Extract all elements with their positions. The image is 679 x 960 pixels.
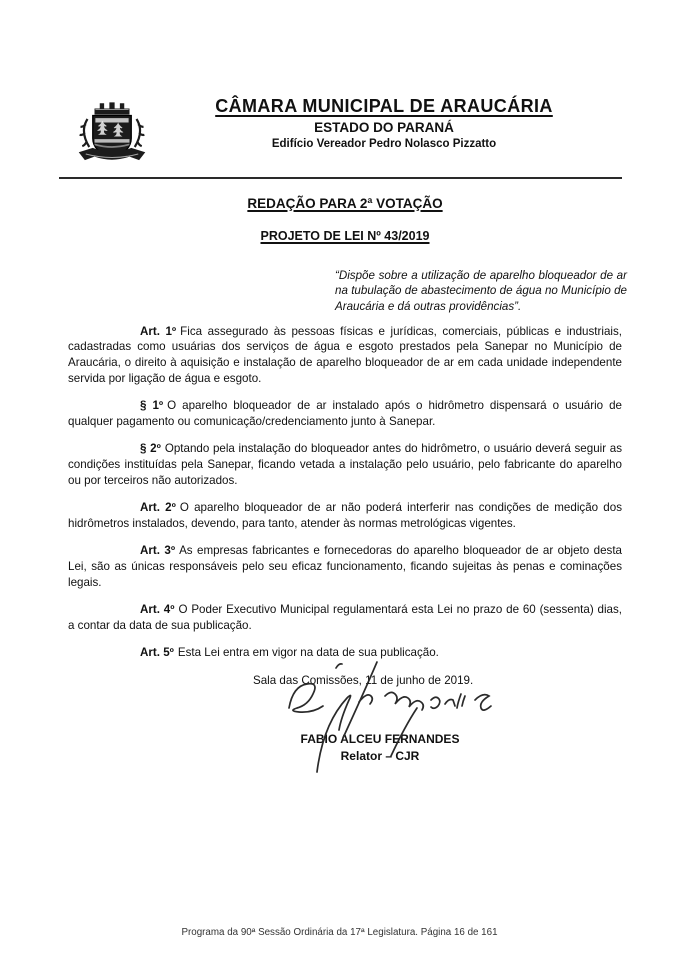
doc-heading-projeto: PROJETO DE LEI Nº 43/2019 — [260, 228, 430, 243]
article-paragraph — [68, 441, 622, 488]
article-label: Art. 2º — [140, 501, 176, 515]
header-divider — [59, 177, 622, 179]
doc-heading-votacao: REDAÇÃO PARA 2ª VOTAÇÃO — [247, 196, 443, 211]
article-label: Art. 3º — [140, 544, 176, 558]
article-label: § 1º — [140, 399, 164, 413]
article-text: O aparelho bloqueador de ar instalado após o hidrômetro dispensará o usuário de qualquer pagamento ou comunicação/credenciamento junto à Sanepar. — [68, 399, 622, 428]
org-subtitle: ESTADO DO PARANÁ — [314, 120, 454, 135]
article-text: O Poder Executivo Municipal regulamentará esta Lei no prazo de 60 (sessenta) dias, a contar da data de sua publicação. — [68, 603, 623, 632]
article-paragraph — [68, 543, 622, 590]
place-date-line: Sala das Comissões, 11 de junho de 2019. — [253, 673, 474, 687]
ementa-quote: “Dispõe sobre a utilização de aparelho bloqueador de ar na tubulação de abastecimento de água no Município de Araucária e dá outras providências”. — [335, 269, 627, 313]
letterhead — [68, 96, 622, 168]
article-paragraph — [68, 645, 622, 661]
org-building: Edifício Vereador Pedro Nolasco Pizzatto — [271, 138, 497, 150]
article-paragraph — [68, 602, 622, 633]
article-label: § 2º — [140, 442, 161, 456]
article-paragraph — [68, 500, 622, 531]
letterhead-text — [156, 96, 622, 150]
org-title: CÂMARA MUNICIPAL DE ARAUCÁRIA — [215, 96, 553, 116]
article-label: Art. 1º — [140, 324, 177, 338]
signature-block — [230, 732, 530, 764]
coat-of-arms-icon — [68, 98, 156, 168]
article-text: Fica assegurado às pessoas físicas e jurídicas, comerciais, públicas e industriais, cadastradas como usuárias dos serviços de água e esgoto prestados pela Sanepar no Município de Araucária, o direito à aquisição e instalação de aparelho bloqueador de ar em cada unidade independente servida por ligação de água e esgoto. — [68, 324, 622, 385]
article-paragraph — [68, 398, 622, 429]
article-label: Art. 4º — [140, 603, 175, 617]
page-footer: Programa da 90ª Sessão Ordinária da 17ª Legislatura. Página 16 de 161 — [181, 927, 498, 938]
signer-name: FABIO ALCEU FERNANDES — [300, 732, 460, 747]
article-text: O aparelho bloqueador de ar não poderá interferir nas condições de medição dos hidrômetros instalados, devendo, para tanto, atender às normas metrológicas vigentes. — [68, 501, 622, 530]
article-text: Esta Lei entra em vigor na data de sua publicação. — [177, 646, 439, 660]
article-text: As empresas fabricantes e fornecedoras do aparelho bloqueador de ar objeto desta Lei, são as únicas responsáveis pelo seu eficaz funcionamento, ficando sujeitas às penas e cominações legais. — [68, 544, 622, 589]
article-paragraph — [68, 324, 622, 386]
article-text: Optando pela instalação do bloqueador antes do hidrômetro, o usuário deverá seguir as condições instituídas pela Sanepar, ficando vetada a instalação pelo usuário, pelo fabricante do aparelho ou por terceiros não autorizados. — [68, 442, 623, 487]
document-body — [68, 196, 627, 765]
article-label: Art. 5º — [140, 646, 174, 660]
signer-role: Relator – CJR — [340, 749, 420, 764]
